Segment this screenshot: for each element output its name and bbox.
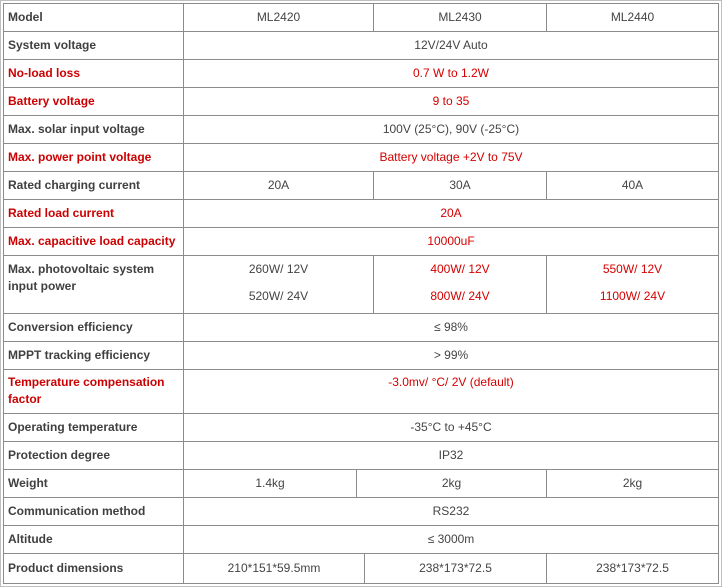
altitude-value: ≤ 3000m	[183, 525, 719, 554]
row-label-rated-load: Rated load current	[3, 199, 184, 228]
rated-load-value: 20A	[183, 199, 719, 228]
pv-power-ml2440-12v: 550W/ 12V	[602, 262, 663, 276]
row-label-rated-charging: Rated charging current	[3, 171, 184, 200]
temp-comp-value: -3.0mv/ °C/ 2V (default)	[183, 369, 719, 414]
row-label-conversion: Conversion efficiency	[3, 313, 184, 342]
row-label-capacitive-load: Max. capacitive load capacity	[3, 227, 184, 256]
row-label-system-voltage: System voltage	[3, 31, 184, 60]
weight-ml2430: 2kg	[356, 469, 547, 498]
rated-charging-ml2440: 40A	[546, 171, 719, 200]
row-label-dimensions: Product dimensions	[3, 553, 184, 584]
row-label-no-load-loss: No-load loss	[3, 59, 184, 88]
max-solar-input-value: 100V (25°C), 90V (-25°C)	[183, 115, 719, 144]
dimensions-ml2440: 238*173*72.5	[546, 553, 719, 584]
no-load-loss-value: 0.7 W to 1.2W	[183, 59, 719, 88]
system-voltage-value: 12V/24V Auto	[183, 31, 719, 60]
row-label-temp-comp: Temperature compensation factor	[3, 369, 184, 414]
pv-power-ml2440-24v: 1100W/ 24V	[599, 289, 666, 303]
row-label-protection: Protection degree	[3, 441, 184, 470]
conversion-value: ≤ 98%	[183, 313, 719, 342]
pv-power-ml2430-24v: 800W/ 24V	[430, 289, 490, 303]
row-label-communication: Communication method	[3, 497, 184, 526]
row-label-mppt-range: Max. power point voltage	[3, 143, 184, 172]
capacitive-load-value: 10000uF	[183, 227, 719, 256]
model-ml2430: ML2430	[373, 3, 547, 32]
rated-charging-ml2430: 30A	[373, 171, 547, 200]
row-label-model: Model	[3, 3, 184, 32]
pv-power-ml2420-24v: 520W/ 24V	[248, 289, 309, 303]
row-label-altitude: Altitude	[3, 525, 184, 554]
mppt-tracking-value: > 99%	[183, 341, 719, 370]
model-ml2420: ML2420	[183, 3, 374, 32]
rated-charging-ml2420: 20A	[183, 171, 374, 200]
protection-value: IP32	[183, 441, 719, 470]
pv-power-ml2430-12v: 400W/ 12V	[430, 262, 490, 276]
pv-power-ml2440	[546, 255, 719, 314]
mppt-range-value: Battery voltage +2V to 75V	[183, 143, 719, 172]
model-ml2440: ML2440	[546, 3, 719, 32]
row-label-operating-temp: Operating temperature	[3, 413, 184, 442]
pv-power-ml2430	[373, 255, 547, 314]
row-label-max-solar-input: Max. solar input voltage	[3, 115, 184, 144]
pv-power-ml2420	[183, 255, 374, 314]
row-label-pv-power: Max. photovoltaic system input power	[3, 255, 184, 314]
dimensions-ml2420: 210*151*59.5mm	[183, 553, 365, 584]
row-label-weight: Weight	[3, 469, 184, 498]
row-label-battery-voltage: Battery voltage	[3, 87, 184, 116]
operating-temp-value: -35°C to +45°C	[183, 413, 719, 442]
dimensions-ml2430: 238*173*72.5	[364, 553, 547, 584]
weight-ml2420: 1.4kg	[183, 469, 357, 498]
row-label-mppt-tracking: MPPT tracking efficiency	[3, 341, 184, 370]
battery-voltage-value: 9 to 35	[183, 87, 719, 116]
communication-value: RS232	[183, 497, 719, 526]
weight-ml2440: 2kg	[546, 469, 719, 498]
pv-power-ml2420-12v: 260W/ 12V	[248, 262, 309, 276]
